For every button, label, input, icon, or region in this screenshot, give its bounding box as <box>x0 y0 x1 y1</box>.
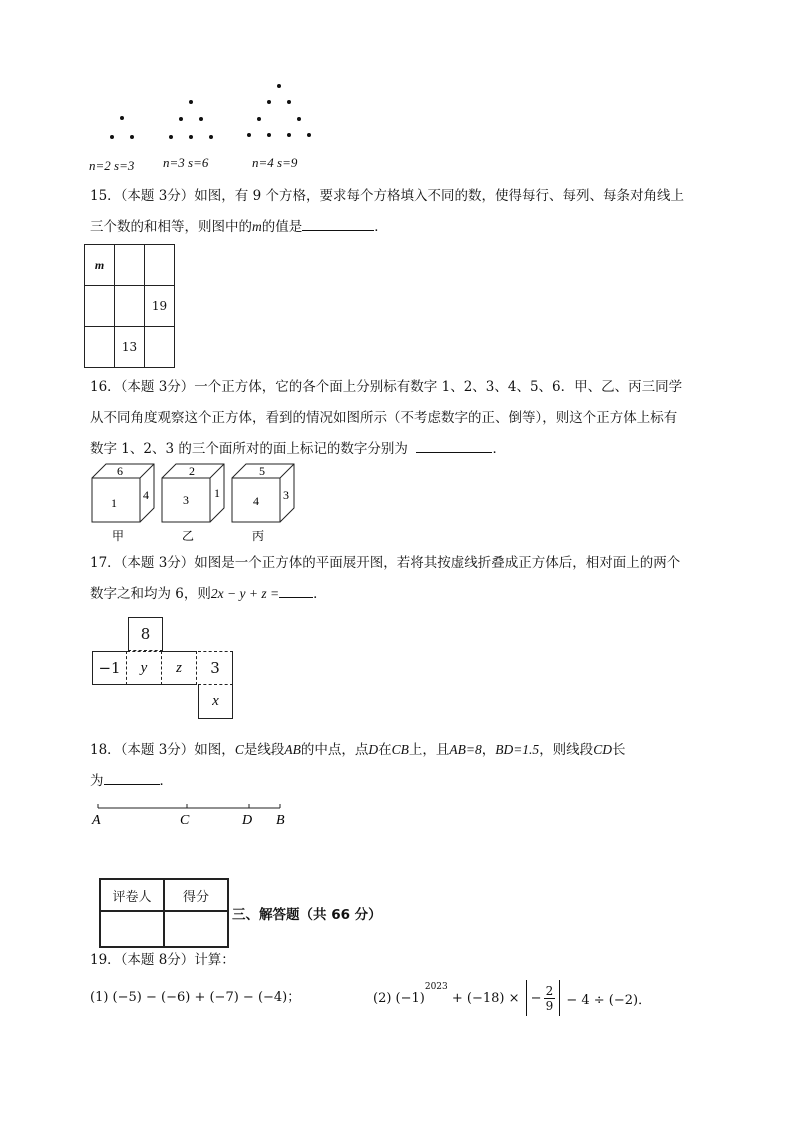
grid-cell: 13 <box>115 327 145 368</box>
grid-cell <box>115 245 145 286</box>
q17-expression: 2x − y + z = <box>210 586 280 601</box>
q16-line2: 从不同角度观察这个正方体，看到的情况如图所示（不考虑数字的正、倒等），则这个正方体上标有 <box>90 410 678 426</box>
q18-condition-ab: AB=8 <box>449 742 482 757</box>
q15-end: ． <box>374 219 388 235</box>
cube-jia-front: 1 <box>111 496 117 510</box>
net-c: z <box>162 651 197 685</box>
q18-text-c: 的中点，点 <box>300 742 369 758</box>
cube-views-figure <box>88 462 308 544</box>
grid-cell: m <box>85 245 115 286</box>
q18-line2-text: 为 <box>90 773 104 789</box>
grid-cell <box>145 245 175 286</box>
fraction <box>544 984 556 1013</box>
cube-jia-top: 6 <box>117 464 123 478</box>
q18-segment-cb: CB <box>391 742 409 757</box>
dot-label-n3: n=3 s=6 <box>163 155 209 170</box>
q18-line2 <box>90 766 173 796</box>
q18-point-c: C <box>234 742 244 757</box>
grid-cell <box>85 327 115 368</box>
q19-exponent: 2023 <box>424 982 448 992</box>
net-d: 3 <box>198 651 233 685</box>
q15-var-m: m <box>252 219 262 234</box>
q18-condition-bd: BD=1.5 <box>495 742 540 757</box>
point-c-label: C <box>180 813 190 828</box>
q18-text-e: 上，且 <box>408 742 450 758</box>
q16-line3 <box>90 434 506 464</box>
q19-part2-c: − 4 ÷ (−2)． <box>562 992 652 1008</box>
point-d-label: D <box>242 813 253 828</box>
grid-cell <box>115 286 145 327</box>
q19-part2-b: + (−18) × <box>447 990 524 1006</box>
dot-label-n4: n=4 s=9 <box>252 155 298 170</box>
score-cell-grader[interactable] <box>100 911 164 947</box>
grid-cell: 19 <box>145 286 175 327</box>
q19-part2 <box>373 978 651 1018</box>
q18-text-b: 是线段 <box>243 742 285 758</box>
q17-line1: 17．（本题 3分）如图是一个正方体的平面展开图，若将其按虚线折叠成正方体后，相对面上的两个 <box>90 555 681 571</box>
q15-answer-blank[interactable] <box>302 216 374 231</box>
net-top: 8 <box>128 617 163 651</box>
dot-label-n2: n=2 s=3 <box>89 158 135 173</box>
q18-end: ． <box>159 773 173 789</box>
line-segment-figure <box>90 800 290 830</box>
q19-title: 19．（本题 8分）计算： <box>90 952 235 968</box>
q18-point-d: D <box>368 742 379 757</box>
point-a-label: A <box>92 813 101 828</box>
q16-line1: 16．（本题 3分）一个正方体，它的各个面上分别标有数字 1、2、3、4、5、6．甲、乙、丙三同学 <box>90 379 683 395</box>
q18-text-g: 长 <box>611 742 626 758</box>
grid-cell <box>145 327 175 368</box>
q18-text-a: 18．（本题 3分）如图， <box>90 742 235 758</box>
cube-yi-side: 1 <box>214 486 220 500</box>
q17-line2 <box>90 579 327 609</box>
cube-bing-front: 4 <box>253 494 259 508</box>
frac-sign: − <box>530 990 542 1006</box>
q16-end: ． <box>492 441 506 457</box>
point-b-label: B <box>276 813 285 828</box>
q18-line1 <box>90 735 625 765</box>
cube-jia-label: 甲 <box>111 529 125 543</box>
score-table <box>99 878 229 948</box>
q15-line1: 15．（本题 3分）如图，有 9 个方格，要求每个方格填入不同的数，使得每行、每列、每条对角线上 <box>90 188 684 204</box>
section-heading: 三、解答题（共 66 分） <box>232 907 382 923</box>
cube-yi-label: 乙 <box>181 529 195 543</box>
fraction-denominator: 9 <box>545 998 554 1013</box>
q18-answer-blank[interactable] <box>104 770 160 785</box>
score-header-score: 得分 <box>164 879 228 911</box>
fraction-numerator: 2 <box>545 983 554 998</box>
abs-value-bars <box>526 980 561 1016</box>
net-b: y <box>127 651 162 685</box>
cube-bing-label: 丙 <box>251 529 265 543</box>
q17-answer-blank[interactable] <box>279 583 313 598</box>
q19-part2-a: (2) (−1) <box>373 990 425 1006</box>
score-header-grader: 评卷人 <box>100 879 164 911</box>
cube-jia-side: 4 <box>143 488 149 502</box>
q15-line2 <box>90 212 388 242</box>
q16-line3-text: 数字 1、2、3 的三个面所对的面上标记的数字分别为 <box>90 441 408 457</box>
net-a: −1 <box>92 651 127 685</box>
cube-yi-front: 3 <box>183 493 189 507</box>
magic-square-grid <box>84 244 175 368</box>
cube-bing-top: 5 <box>259 464 265 478</box>
q17-end: ． <box>313 586 327 602</box>
q18-sep: ， <box>481 742 496 758</box>
q18-segment-cd: CD <box>593 742 612 757</box>
net-bottom: x <box>198 685 233 719</box>
cube-yi-top: 2 <box>189 464 195 478</box>
q15-line2-post: 的值是 <box>261 219 303 235</box>
q15-line2-pre: 三个数的和相等，则图中的 <box>90 219 252 235</box>
cube-net-figure <box>92 617 242 727</box>
cube-bing-side: 3 <box>283 488 289 502</box>
q18-text-d: 在 <box>378 742 392 758</box>
grid-cell <box>85 286 115 327</box>
q17-line2-pre: 数字之和均为 6，则 <box>90 586 211 602</box>
q16-answer-blank[interactable] <box>416 438 492 453</box>
q19-part1: (1) (−5) − (−6) + (−7) − (−4)； <box>90 990 301 1005</box>
q18-text-f: ，则线段 <box>539 742 594 758</box>
q18-segment-ab: AB <box>284 742 301 757</box>
score-cell-score[interactable] <box>164 911 228 947</box>
